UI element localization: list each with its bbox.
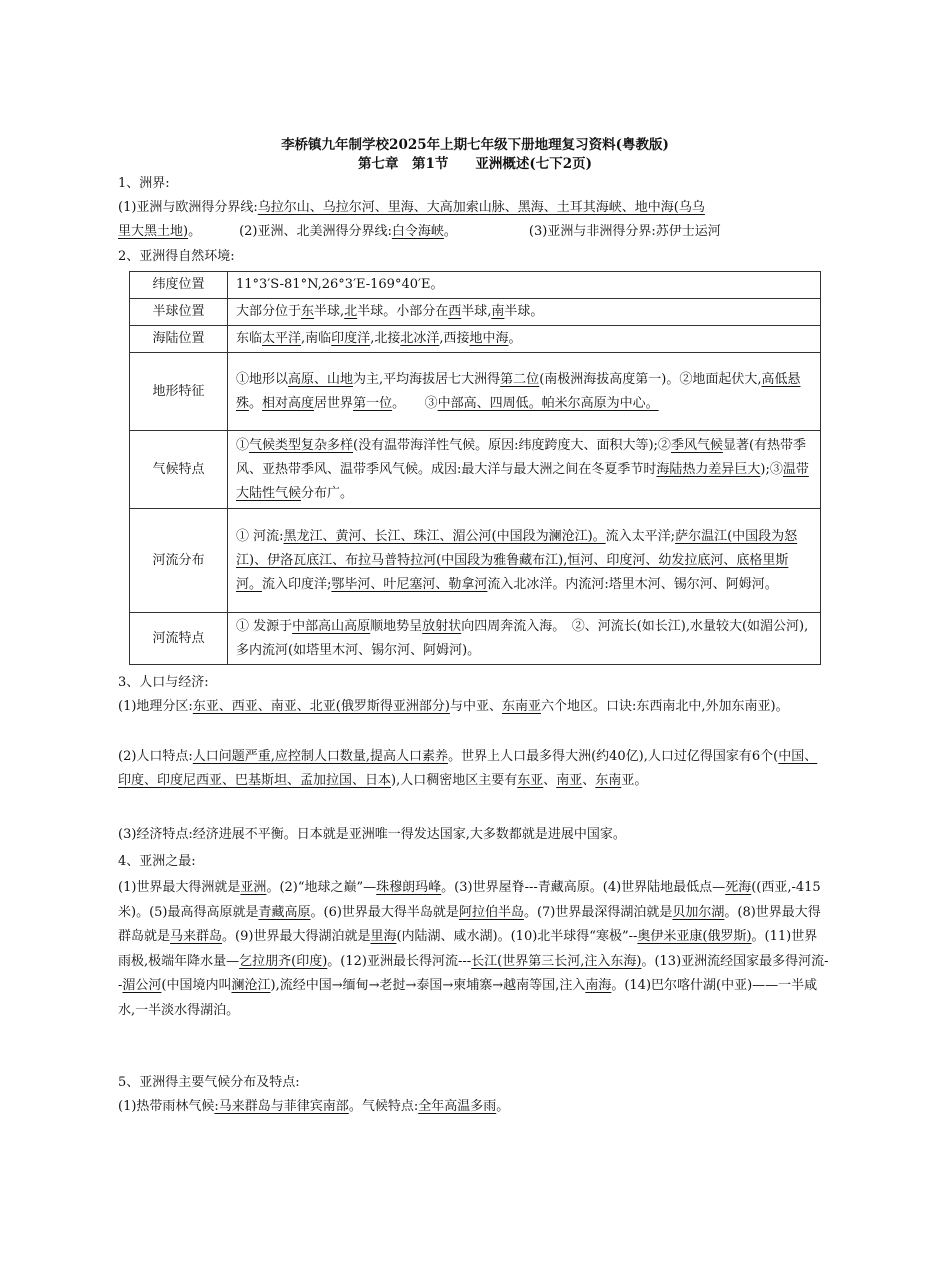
answer: 高原、山地 — [288, 371, 354, 387]
answer: :马来群岛与菲律宾南部 — [214, 1099, 349, 1114]
text: 亚。 — [621, 773, 648, 788]
text: 、 — [582, 773, 596, 788]
text: 。(3)世界屋脊---青藏高原。(4)世界陆地最低点— — [441, 880, 726, 895]
economy-paragraph: (3)经济特点:经济进展不平衡。日本就是亚洲唯一得发达国家,大多数都就是进展中国家。 — [118, 827, 626, 842]
asia-records-paragraph — [118, 876, 830, 1023]
answer: 第二位 — [500, 371, 540, 387]
text: 。 — [496, 1099, 510, 1114]
text: 。(13)亚洲流经国家最多得河流-- — [118, 953, 829, 993]
answer: 南亚 — [556, 773, 583, 788]
text: ),流经中国→缅甸→老挝→泰国→柬埔寨→越南等国,注入 — [270, 978, 586, 993]
answer: 全年高温多雨 — [418, 1099, 497, 1114]
section-1-heading: 1、洲界: — [118, 176, 170, 191]
answer: 季风气候 — [670, 437, 723, 453]
row-key-climate: 气候特点 — [130, 431, 228, 509]
answer: 温带大陆性气候 — [236, 461, 809, 501]
text: 分布广。 — [301, 485, 354, 501]
text: 半球, — [461, 304, 492, 319]
text: 、 — [543, 773, 557, 788]
text: (中国境内叫 — [161, 978, 232, 993]
row-key-terrain: 地形特征 — [130, 353, 228, 431]
table-row — [130, 272, 821, 299]
text: 。 — [249, 395, 263, 411]
answer: 气候类型复杂多样 — [249, 437, 354, 453]
section-5-heading: 5、亚洲得主要气候分布及特点: — [118, 1075, 300, 1090]
answer: 青藏高原 — [258, 904, 311, 920]
answer: 萨尔温江(中国段为怒江)、伊洛瓦底江、布拉马普特拉河(中国段为雅鲁藏布江),恒河、印度河、幼发拉底河、底格里斯河。 — [236, 528, 798, 592]
text: 六个地区。口诀:东西南北中,外加东南亚)。 — [540, 699, 789, 714]
text: 。 — [508, 331, 522, 346]
text: ((西亚,-415米)。(5)最高得高原就是 — [118, 880, 821, 920]
table-row — [130, 509, 821, 613]
answer: 奥伊米亚康(俄罗斯) — [637, 929, 752, 944]
row-value-river-distribution — [228, 509, 821, 613]
answer: 南 — [491, 304, 505, 319]
boundary-asia-namerica-answer: 白令海峡 — [391, 224, 444, 239]
answer: 东南亚 — [501, 699, 541, 714]
answer: 珠穆朗玛峰 — [376, 880, 442, 895]
text: ① 发源于 — [236, 618, 293, 634]
answer: 东南 — [595, 773, 622, 788]
answer: 东亚、西亚、南亚、北亚(俄罗斯得亚洲部分) — [192, 699, 450, 714]
text: 。(12)亚洲最长得河流--- — [327, 953, 472, 969]
row-value-climate — [228, 431, 821, 509]
text: ,南临 — [301, 331, 332, 346]
section-1-paragraph — [118, 196, 830, 244]
answer: 乞拉朋齐(印度) — [239, 953, 328, 969]
answer: 中部高山高原 — [292, 618, 371, 634]
text: ① — [236, 437, 250, 453]
text: ①地形以 — [236, 371, 289, 387]
answer: 阿拉伯半岛 — [458, 904, 524, 920]
section-4-heading: 4、亚洲之最: — [118, 854, 196, 869]
text: (2)人口特点: — [118, 749, 193, 764]
row-value-terrain — [228, 353, 821, 431]
natural-environment-table — [129, 271, 821, 665]
answer: 澜沧江 — [231, 978, 271, 993]
text: 居世界 — [314, 395, 354, 411]
row-value-river-features — [228, 613, 821, 665]
answer: 里海 — [370, 929, 397, 944]
answer: 南海 — [585, 978, 612, 993]
table-row — [130, 326, 821, 353]
answer: 东 — [301, 304, 315, 319]
text: 大部分位于 — [236, 304, 302, 319]
answer: 太平洋 — [262, 331, 302, 346]
text: 显著(有热带季风、亚热带季风、温带季风气候。成因:最大洋与最大洲之间在冬夏季节时 — [236, 437, 807, 477]
text: (内陆湖、咸水湖)。(10)北半球得“寒极”-- — [396, 929, 638, 944]
text: );③ — [760, 461, 783, 477]
punct: 。 — [443, 224, 457, 239]
text: 向四周奔流入海。 ②、河流长(如长江),水量较大(如湄公河),多内流河(如塔里木河、锡尔河、阿姆河)。 — [236, 618, 809, 658]
text: ,西接 — [439, 331, 470, 346]
document-title: 李桥镇九年制学校2025年上期七年级下册地理复习资料(粤教版) — [281, 137, 669, 153]
answer: 亚洲 — [240, 880, 267, 895]
text: 。 ③ — [392, 395, 438, 411]
answer: 中国、印度、印度尼西亚、巴基斯坦、孟加拉国、日本 — [118, 749, 818, 788]
text: 东临 — [236, 331, 263, 346]
text: ① 河流: — [236, 528, 284, 544]
tropical-rainforest-paragraph — [118, 1095, 830, 1119]
row-key-hemisphere: 半球位置 — [130, 299, 228, 326]
section-3-heading: 3、人口与经济: — [118, 675, 209, 690]
answer: 海陆热力差异巨大 — [656, 461, 761, 477]
answer: 北冰洋 — [400, 331, 440, 346]
text: 。气候特点: — [348, 1099, 419, 1114]
row-value-latitude: 11°3′S-81°N,26°3′E-169°40′E。 — [228, 272, 821, 299]
text: 。(9)世界最大得湖泊就是 — [222, 929, 371, 944]
text: 。(7)世界最深得湖泊就是 — [523, 904, 673, 920]
answer: 黑龙江、黄河、长江、珠江、湄公河(中国段为澜沧江)。 — [283, 528, 606, 544]
answer: 印度洋 — [331, 331, 371, 346]
row-key-sea-land: 海陆位置 — [130, 326, 228, 353]
answer: 鄂毕河、叶尼塞河、勒拿河 — [331, 576, 488, 592]
text: 为主,平均海拔居七大洲得 — [353, 371, 501, 387]
text: 半球, — [314, 304, 345, 319]
answer: 死海 — [725, 880, 752, 895]
answer: 长江(世界第三长河,注入东海) — [471, 953, 642, 969]
text: (1)地理分区: — [118, 699, 193, 714]
answer: 北 — [344, 304, 358, 319]
text: 半球。 — [504, 304, 544, 319]
answer: 高低悬殊 — [236, 371, 801, 411]
text: 。世界上人口最多得大洲(约40亿),人口过亿得国家有6个( — [448, 749, 779, 764]
boundary-asia-europe-answer: 乌拉尔山、乌拉尔河、里海、大高加索山脉、黑海、土耳其海峡、地中海(乌乌 — [257, 200, 705, 215]
row-key-river-features: 河流特点 — [130, 613, 228, 665]
text: 。(14)巴尔喀什湖(中亚)——一半咸水,一半淡水得湖泊。 — [118, 978, 818, 1018]
text: (没有温带海洋性气候。原因:纬度跨度大、面积大等);② — [353, 437, 671, 453]
boundary-asia-namerica-label: (2)亚洲、北美洲得分界线: — [239, 224, 392, 239]
population-regions-paragraph — [118, 695, 830, 719]
row-key-river-distribution: 河流分布 — [130, 509, 228, 613]
text: (1)热带雨林气候 — [118, 1099, 215, 1114]
text: 。(8)世界最大得群岛就是 — [118, 904, 821, 944]
row-value-hemisphere — [228, 299, 821, 326]
table-row — [130, 299, 821, 326]
answer: 放射状 — [422, 618, 462, 634]
population-features-paragraph — [118, 745, 830, 793]
table-row — [130, 431, 821, 509]
section-2-heading: 2、亚洲得自然环境: — [118, 249, 235, 264]
text: ),人口稠密地区主要有 — [391, 773, 518, 788]
text: 流入北冰洋。内流河:塔里木河、锡尔河、阿姆河。 — [487, 576, 778, 592]
punct: 。 — [188, 224, 202, 239]
boundary-asia-europe-label: (1)亚洲与欧洲得分界线: — [118, 200, 258, 215]
answer: 中部高、四周低。帕米尔高原为中心。 — [437, 395, 659, 411]
text: 流入太平洋; — [605, 528, 676, 544]
row-value-sea-land — [228, 326, 821, 353]
answer: 第一位 — [353, 395, 393, 411]
answer: 地中海 — [469, 331, 509, 346]
text: 顺地势呈 — [370, 618, 423, 634]
answer: 人口问题严重,应控制人口数量,提高人口素养 — [192, 749, 449, 764]
answer: 相对高度 — [262, 395, 315, 411]
answer: 东亚 — [517, 773, 544, 788]
answer: 西 — [448, 304, 462, 319]
boundary-asia-europe-answer-cont: 里大黑土地) — [118, 224, 189, 239]
text: 。(11)世界雨极,极端年降水量— — [118, 929, 818, 969]
text: 流入印度洋; — [262, 576, 332, 592]
row-key-latitude: 纬度位置 — [130, 272, 228, 299]
answer: 马来群岛 — [170, 929, 223, 944]
boundary-asia-africa: (3)亚洲与非洲得分界:苏伊士运河 — [528, 224, 721, 239]
text: (1)世界最大得洲就是 — [118, 880, 241, 895]
text: 与中亚、 — [449, 699, 502, 714]
table-row — [130, 613, 821, 665]
text: 。(6)世界最大得半岛就是 — [310, 904, 459, 920]
text: 。(2)“地球之巅”— — [266, 880, 377, 895]
chapter-subtitle: 第七章 第1节 亚洲概述(七下2页) — [357, 156, 593, 172]
text: (南极洲海拔高度第一)。②地面起伏大, — [539, 371, 762, 387]
answer: 贝加尔湖 — [672, 904, 725, 920]
answer: 湄公河 — [122, 978, 162, 993]
text: ,北接 — [370, 331, 401, 346]
table-row — [130, 353, 821, 431]
text: 半球。小部分在 — [357, 304, 449, 319]
